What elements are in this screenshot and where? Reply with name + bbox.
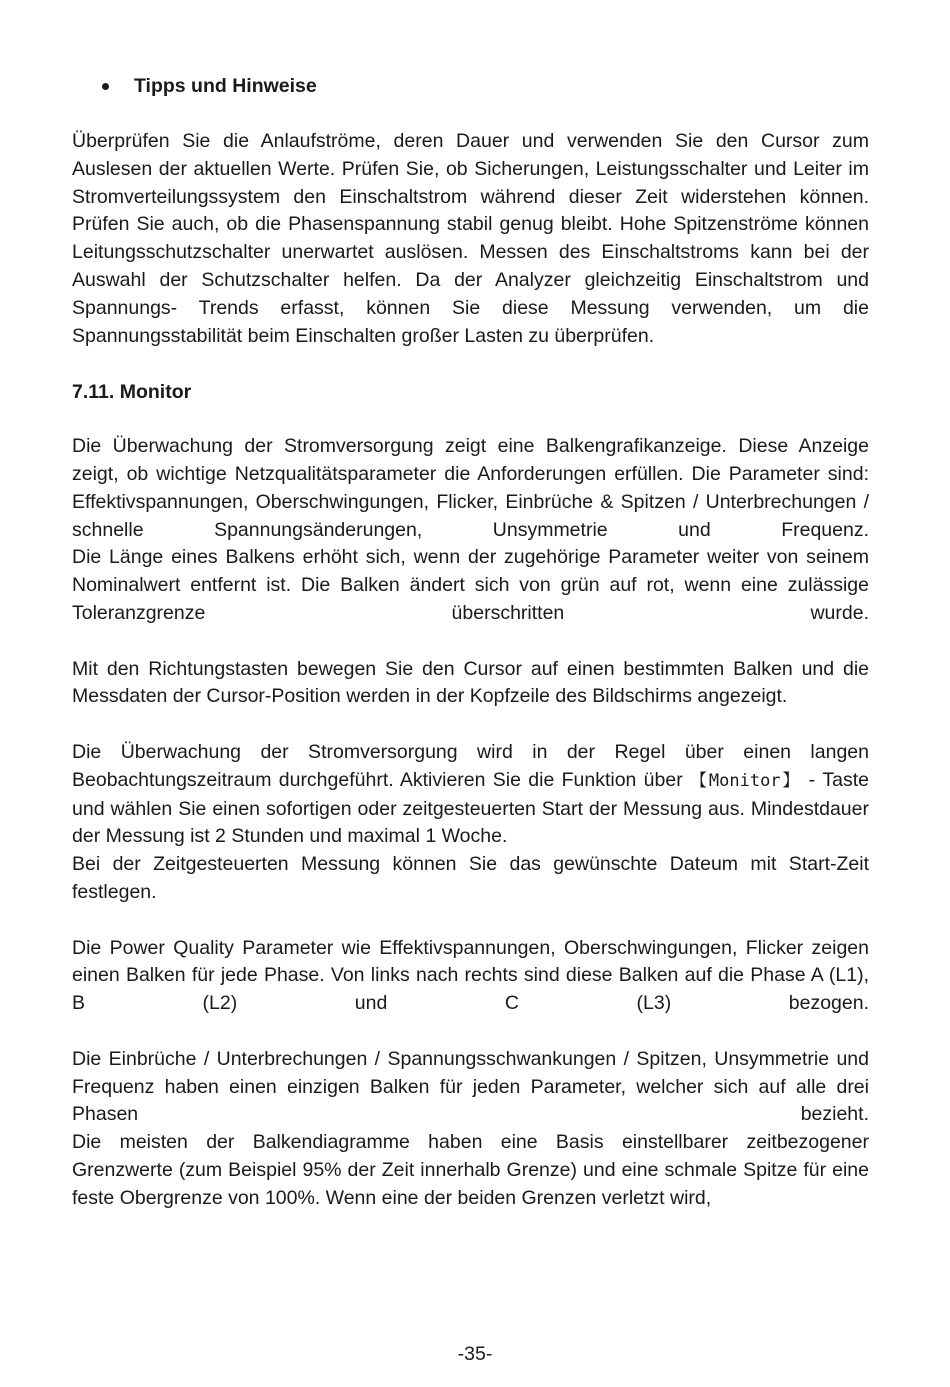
page-content [72, 72, 869, 1212]
paragraph-limits: Die meisten der Balkendiagramme haben eine Basis einstellbarer zeitbezogener Grenzwerte (zum Beispiel 95% der Zeit innerhalb Grenze) und eine schmale Spitze für eine feste Obergrenze von 100%. Wenn eine der beiden Grenzen verletzt wird, [72, 1131, 869, 1209]
paragraph-phase-bars: Die Power Quality Parameter wie Effektivspannungen, Oberschwingungen, Flicker zeigen einen Balken für jede Phase. Von links nach rechts sind diese Balken auf die Phase A (L1), B (L2) und C (L3) bezogen. [72, 936, 869, 1015]
paragraph-inrush-tips: Überprüfen Sie die Anlaufströme, deren Dauer und verwenden Sie den Cursor zum Auslesen der aktuellen Werte. Prüfen Sie, ob Sicherungen, Leistungsschalter und Leiter im Stromverteilungssystem den Einschaltstrom während dieser Zeit widerstehen können. Prüfen Sie auch, ob die Phasenspannung stabil genug bleibt. Hohe Spitzenströme können Leitungsschutzschalter unerwartet auslösen. Messen des Einschaltstroms kann bei der Auswahl der Schutzschalter helfen. Da der Analyzer gleichzeitig Einschaltstrom und Spannungs- Trends erfasst, können Sie diese Messung verwenden, um die Spannungsstabilität beim Einschalten großer Lasten zu überprüfen. [72, 130, 869, 347]
monitor-key-label: 【Monitor】 [690, 770, 802, 791]
page-number: -35- [457, 1343, 493, 1365]
paragraph-timed-start: Bei der Zeitgesteuerten Messung können Sie das gewünschte Dateum mit Start-Zeit festlegen. [72, 853, 869, 903]
tips-heading-text: Tipps und Hinweise [134, 75, 317, 97]
paragraph-bar-length: Die Länge eines Balkens erhöht sich, wenn der zugehörige Parameter weiter von seinem Nominalwert entfernt ist. Die Balken ändert sich von grün auf rot, wenn eine zulässige Toleranzgrenze überschritten wurde. [72, 546, 869, 624]
paragraph-cursor: Mit den Richtungstasten bewegen Sie den Cursor auf einen bestimmten Balken und die Messdaten der Cursor-Position werden in der Kopfzeile des Bildschirms angezeigt. [72, 657, 869, 708]
paragraph-single-bar: Die Einbrüche / Unterbrechungen / Spannungsschwankungen / Spitzen, Unsymmetrie und Frequenz haben einen einzigen Balken für jeden Parameter, welcher sich auf alle drei Phasen bezieht. [72, 1047, 869, 1126]
paragraph-monitor-start [72, 739, 869, 851]
monitor-start-text-1: Die Überwachung der Stromversorgung wird in der Regel über einen langen Beobachtungszeitraum durchgeführt. Aktivieren Sie die Funktion über [72, 740, 869, 791]
bullet-icon [102, 83, 109, 90]
monitor-start-text-2: - Taste und wählen Sie einen sofortigen oder zeitgesteuerten Start der Messung aus. Mindestdauer der Messung ist 2 Stunden und maximal 1 Woche. [72, 768, 869, 848]
paragraph-monitor-intro: Die Überwachung der Stromversorgung zeigt eine Balkengrafikanzeige. Diese Anzeige zeigt, ob wichtige Netzqualitätsparameter die Anforderungen erfüllen. Die Parameter sind: Effektivspannungen, Oberschwingungen, Flicker, Einbrüche & Spitzen / Unterbrechungen / schnelle Spannungsänderungen, Unsymmetrie und Frequenz. [72, 435, 869, 541]
tips-heading [102, 72, 869, 100]
section-title: 7.11. Monitor [72, 381, 192, 404]
